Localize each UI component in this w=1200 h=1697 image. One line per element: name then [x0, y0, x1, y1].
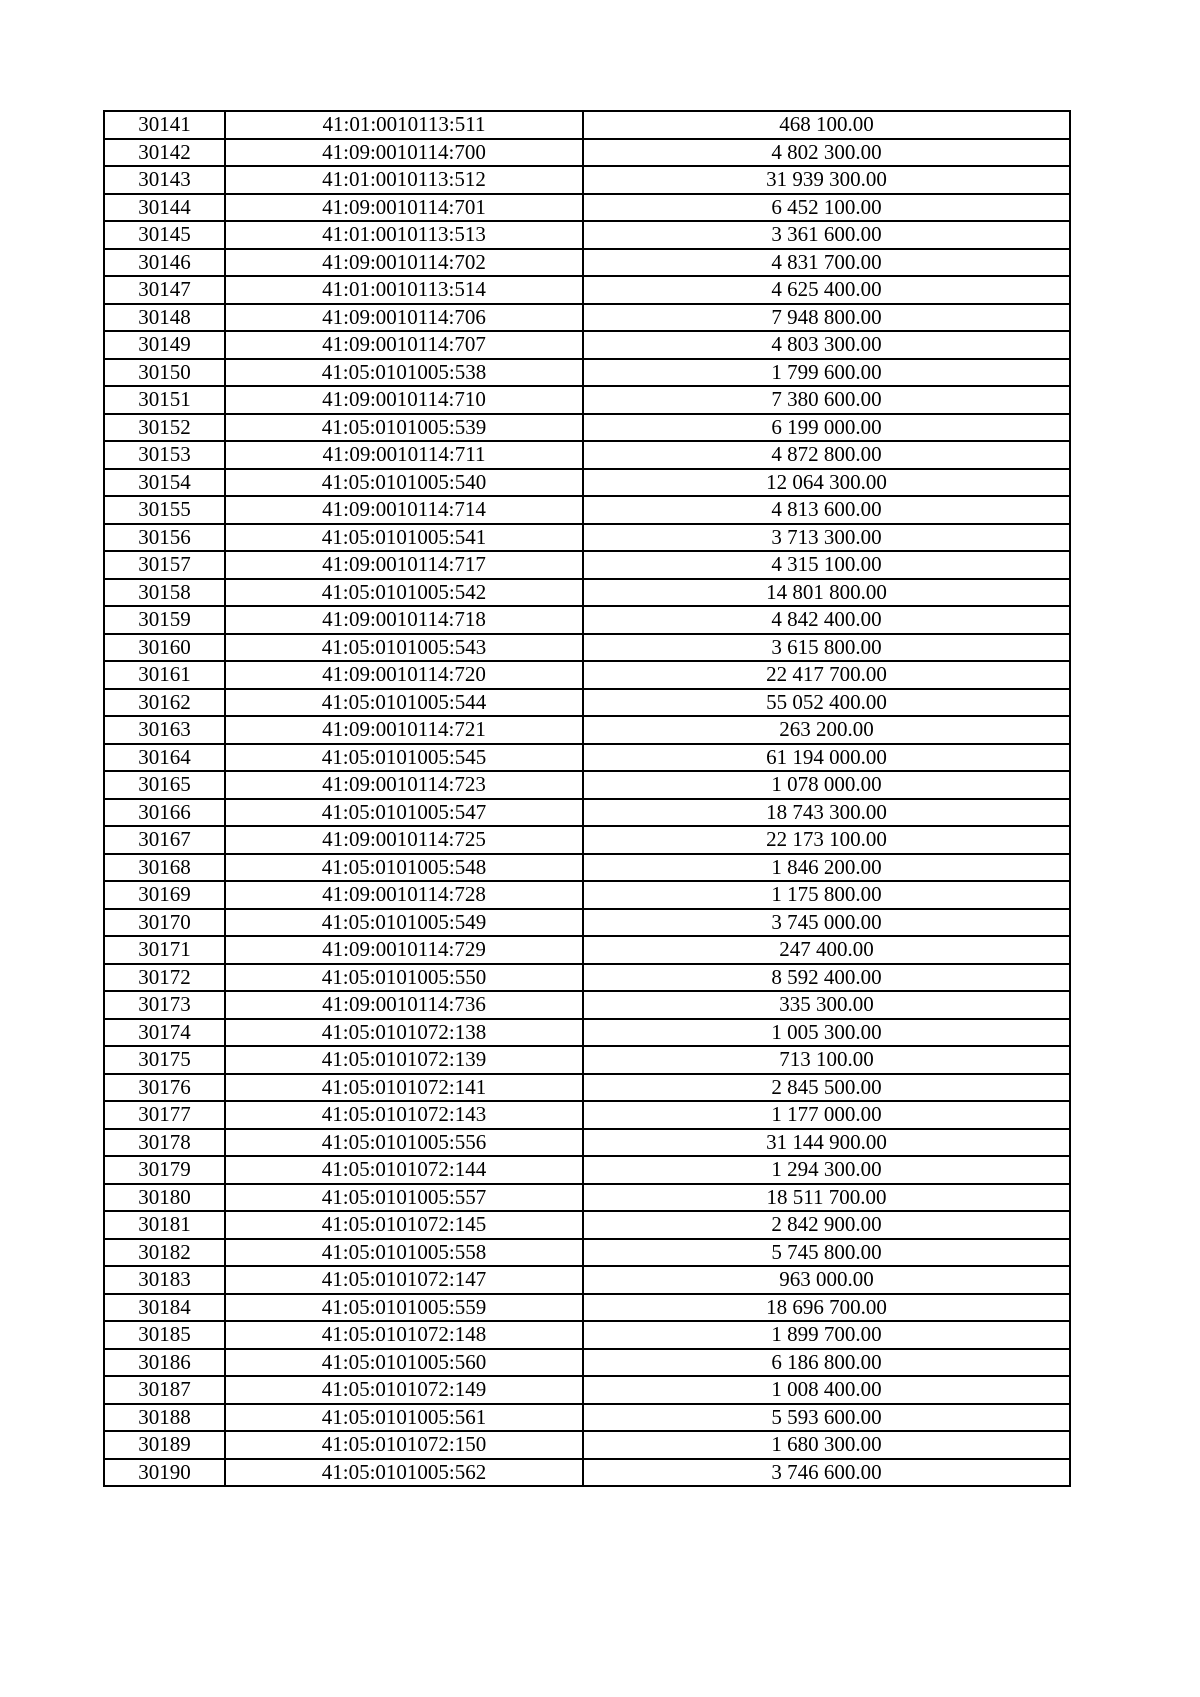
cadastral-number-cell: 41:05:0101005:543 — [225, 634, 583, 662]
row-number-cell: 30186 — [104, 1349, 225, 1377]
table-row — [104, 1101, 1070, 1129]
cadastral-value-cell: 1 680 300.00 — [583, 1431, 1070, 1459]
row-number-cell: 30165 — [104, 771, 225, 799]
table-row — [104, 469, 1070, 497]
row-number-cell: 30158 — [104, 579, 225, 607]
table-row — [104, 854, 1070, 882]
cadastral-number-cell: 41:05:0101072:138 — [225, 1019, 583, 1047]
cadastral-number-cell: 41:05:0101005:556 — [225, 1129, 583, 1157]
cadastral-number-cell: 41:05:0101072:147 — [225, 1266, 583, 1294]
table-row — [104, 579, 1070, 607]
cadastral-number-cell: 41:05:0101072:143 — [225, 1101, 583, 1129]
row-number-cell: 30166 — [104, 799, 225, 827]
table-row — [104, 166, 1070, 194]
table-row — [104, 221, 1070, 249]
cadastral-value-cell: 22 173 100.00 — [583, 826, 1070, 854]
cadastral-value-cell: 61 194 000.00 — [583, 744, 1070, 772]
row-number-cell: 30149 — [104, 331, 225, 359]
cadastral-number-cell: 41:05:0101005:538 — [225, 359, 583, 387]
table-row — [104, 551, 1070, 579]
row-number-cell: 30190 — [104, 1459, 225, 1487]
table-row — [104, 826, 1070, 854]
row-number-cell: 30144 — [104, 194, 225, 222]
cadastral-value-cell: 18 696 700.00 — [583, 1294, 1070, 1322]
row-number-cell: 30148 — [104, 304, 225, 332]
cadastral-value-table — [103, 110, 1071, 1487]
cadastral-value-cell: 18 511 700.00 — [583, 1184, 1070, 1212]
table-row — [104, 414, 1070, 442]
row-number-cell: 30183 — [104, 1266, 225, 1294]
table-row — [104, 331, 1070, 359]
cadastral-number-cell: 41:09:0010114:710 — [225, 386, 583, 414]
table-row — [104, 1239, 1070, 1267]
cadastral-number-cell: 41:05:0101072:141 — [225, 1074, 583, 1102]
cadastral-value-cell: 3 361 600.00 — [583, 221, 1070, 249]
cadastral-value-cell: 4 803 300.00 — [583, 331, 1070, 359]
cadastral-value-cell: 4 842 400.00 — [583, 606, 1070, 634]
row-number-cell: 30177 — [104, 1101, 225, 1129]
cadastral-number-cell: 41:05:0101005:548 — [225, 854, 583, 882]
cadastral-value-cell: 1 078 000.00 — [583, 771, 1070, 799]
cadastral-number-cell: 41:05:0101072:149 — [225, 1376, 583, 1404]
cadastral-value-cell: 3 615 800.00 — [583, 634, 1070, 662]
table-row — [104, 496, 1070, 524]
cadastral-number-cell: 41:05:0101005:542 — [225, 579, 583, 607]
cadastral-number-cell: 41:05:0101005:549 — [225, 909, 583, 937]
cadastral-value-cell: 3 746 600.00 — [583, 1459, 1070, 1487]
cadastral-value-cell: 4 813 600.00 — [583, 496, 1070, 524]
cadastral-value-cell: 7 948 800.00 — [583, 304, 1070, 332]
cadastral-number-cell: 41:05:0101072:148 — [225, 1321, 583, 1349]
cadastral-number-cell: 41:09:0010114:707 — [225, 331, 583, 359]
row-number-cell: 30147 — [104, 276, 225, 304]
row-number-cell: 30176 — [104, 1074, 225, 1102]
row-number-cell: 30160 — [104, 634, 225, 662]
table-row — [104, 359, 1070, 387]
cadastral-value-cell: 1 899 700.00 — [583, 1321, 1070, 1349]
cadastral-number-cell: 41:09:0010114:706 — [225, 304, 583, 332]
cadastral-value-cell: 6 199 000.00 — [583, 414, 1070, 442]
cadastral-value-cell: 4 802 300.00 — [583, 139, 1070, 167]
table-row — [104, 744, 1070, 772]
row-number-cell: 30142 — [104, 139, 225, 167]
row-number-cell: 30167 — [104, 826, 225, 854]
cadastral-number-cell: 41:09:0010114:721 — [225, 716, 583, 744]
row-number-cell: 30172 — [104, 964, 225, 992]
row-number-cell: 30155 — [104, 496, 225, 524]
cadastral-value-cell: 6 452 100.00 — [583, 194, 1070, 222]
table-row — [104, 1184, 1070, 1212]
cadastral-value-cell: 263 200.00 — [583, 716, 1070, 744]
cadastral-value-cell: 31 939 300.00 — [583, 166, 1070, 194]
table-row — [104, 276, 1070, 304]
row-number-cell: 30171 — [104, 936, 225, 964]
row-number-cell: 30151 — [104, 386, 225, 414]
table-row — [104, 1266, 1070, 1294]
table-row — [104, 1321, 1070, 1349]
table-body — [104, 111, 1070, 1486]
cadastral-value-cell: 5 745 800.00 — [583, 1239, 1070, 1267]
table-row — [104, 441, 1070, 469]
row-number-cell: 30187 — [104, 1376, 225, 1404]
cadastral-value-cell: 55 052 400.00 — [583, 689, 1070, 717]
cadastral-number-cell: 41:09:0010114:723 — [225, 771, 583, 799]
row-number-cell: 30157 — [104, 551, 225, 579]
cadastral-value-cell: 1 005 300.00 — [583, 1019, 1070, 1047]
cadastral-value-cell: 3 745 000.00 — [583, 909, 1070, 937]
table-row — [104, 909, 1070, 937]
cadastral-number-cell: 41:01:0010113:511 — [225, 111, 583, 139]
cadastral-value-cell: 1 846 200.00 — [583, 854, 1070, 882]
table-row — [104, 799, 1070, 827]
cadastral-value-cell: 4 872 800.00 — [583, 441, 1070, 469]
cadastral-value-cell: 713 100.00 — [583, 1046, 1070, 1074]
table-row — [104, 524, 1070, 552]
row-number-cell: 30181 — [104, 1211, 225, 1239]
cadastral-number-cell: 41:09:0010114:700 — [225, 139, 583, 167]
cadastral-number-cell: 41:09:0010114:714 — [225, 496, 583, 524]
row-number-cell: 30150 — [104, 359, 225, 387]
cadastral-number-cell: 41:09:0010114:701 — [225, 194, 583, 222]
row-number-cell: 30184 — [104, 1294, 225, 1322]
cadastral-value-cell: 1 008 400.00 — [583, 1376, 1070, 1404]
table-row — [104, 139, 1070, 167]
row-number-cell: 30145 — [104, 221, 225, 249]
table-row — [104, 1074, 1070, 1102]
cadastral-number-cell: 41:05:0101005:559 — [225, 1294, 583, 1322]
row-number-cell: 30146 — [104, 249, 225, 277]
row-number-cell: 30189 — [104, 1431, 225, 1459]
cadastral-number-cell: 41:05:0101072:145 — [225, 1211, 583, 1239]
row-number-cell: 30154 — [104, 469, 225, 497]
cadastral-value-cell: 2 842 900.00 — [583, 1211, 1070, 1239]
cadastral-number-cell: 41:09:0010114:729 — [225, 936, 583, 964]
cadastral-value-cell: 31 144 900.00 — [583, 1129, 1070, 1157]
cadastral-number-cell: 41:05:0101005:547 — [225, 799, 583, 827]
cadastral-value-cell: 468 100.00 — [583, 111, 1070, 139]
cadastral-number-cell: 41:09:0010114:718 — [225, 606, 583, 634]
table-row — [104, 1156, 1070, 1184]
cadastral-number-cell: 41:05:0101005:545 — [225, 744, 583, 772]
table-row — [104, 194, 1070, 222]
table-row — [104, 1019, 1070, 1047]
table-row — [104, 1431, 1070, 1459]
cadastral-value-cell: 1 799 600.00 — [583, 359, 1070, 387]
cadastral-number-cell: 41:05:0101005:540 — [225, 469, 583, 497]
row-number-cell: 30185 — [104, 1321, 225, 1349]
table-row — [104, 1349, 1070, 1377]
cadastral-value-cell: 3 713 300.00 — [583, 524, 1070, 552]
cadastral-number-cell: 41:09:0010114:717 — [225, 551, 583, 579]
table-row — [104, 771, 1070, 799]
row-number-cell: 30156 — [104, 524, 225, 552]
row-number-cell: 30175 — [104, 1046, 225, 1074]
table-row — [104, 606, 1070, 634]
cadastral-value-cell: 335 300.00 — [583, 991, 1070, 1019]
table-row — [104, 964, 1070, 992]
row-number-cell: 30163 — [104, 716, 225, 744]
cadastral-number-cell: 41:01:0010113:513 — [225, 221, 583, 249]
cadastral-number-cell: 41:09:0010114:702 — [225, 249, 583, 277]
row-number-cell: 30180 — [104, 1184, 225, 1212]
cadastral-value-cell: 1 294 300.00 — [583, 1156, 1070, 1184]
cadastral-number-cell: 41:09:0010114:711 — [225, 441, 583, 469]
cadastral-number-cell: 41:05:0101005:539 — [225, 414, 583, 442]
row-number-cell: 30159 — [104, 606, 225, 634]
cadastral-value-cell: 4 315 100.00 — [583, 551, 1070, 579]
row-number-cell: 30178 — [104, 1129, 225, 1157]
cadastral-number-cell: 41:05:0101005:562 — [225, 1459, 583, 1487]
table-row — [104, 661, 1070, 689]
table-row — [104, 1459, 1070, 1487]
cadastral-number-cell: 41:05:0101005:561 — [225, 1404, 583, 1432]
cadastral-value-cell: 1 175 800.00 — [583, 881, 1070, 909]
cadastral-value-cell: 14 801 800.00 — [583, 579, 1070, 607]
row-number-cell: 30173 — [104, 991, 225, 1019]
cadastral-value-cell: 1 177 000.00 — [583, 1101, 1070, 1129]
table-row — [104, 1046, 1070, 1074]
table-row — [104, 881, 1070, 909]
cadastral-value-cell: 8 592 400.00 — [583, 964, 1070, 992]
cadastral-number-cell: 41:05:0101005:557 — [225, 1184, 583, 1212]
cadastral-number-cell: 41:05:0101005:558 — [225, 1239, 583, 1267]
row-number-cell: 30153 — [104, 441, 225, 469]
table-row — [104, 936, 1070, 964]
row-number-cell: 30162 — [104, 689, 225, 717]
cadastral-number-cell: 41:05:0101072:139 — [225, 1046, 583, 1074]
row-number-cell: 30161 — [104, 661, 225, 689]
cadastral-number-cell: 41:09:0010114:720 — [225, 661, 583, 689]
row-number-cell: 30164 — [104, 744, 225, 772]
cadastral-number-cell: 41:05:0101005:550 — [225, 964, 583, 992]
table-row — [104, 1211, 1070, 1239]
table-row — [104, 1376, 1070, 1404]
table-row — [104, 716, 1070, 744]
cadastral-number-cell: 41:09:0010114:736 — [225, 991, 583, 1019]
cadastral-number-cell: 41:01:0010113:512 — [225, 166, 583, 194]
cadastral-number-cell: 41:05:0101005:544 — [225, 689, 583, 717]
cadastral-value-cell: 963 000.00 — [583, 1266, 1070, 1294]
row-number-cell: 30182 — [104, 1239, 225, 1267]
table-row — [104, 249, 1070, 277]
cadastral-value-cell: 7 380 600.00 — [583, 386, 1070, 414]
row-number-cell: 30169 — [104, 881, 225, 909]
table-row — [104, 304, 1070, 332]
table-row — [104, 634, 1070, 662]
cadastral-value-cell: 6 186 800.00 — [583, 1349, 1070, 1377]
cadastral-number-cell: 41:01:0010113:514 — [225, 276, 583, 304]
table-row — [104, 1129, 1070, 1157]
row-number-cell: 30174 — [104, 1019, 225, 1047]
cadastral-value-cell: 5 593 600.00 — [583, 1404, 1070, 1432]
cadastral-number-cell: 41:05:0101005:560 — [225, 1349, 583, 1377]
table-row — [104, 386, 1070, 414]
row-number-cell: 30170 — [104, 909, 225, 937]
cadastral-number-cell: 41:09:0010114:728 — [225, 881, 583, 909]
row-number-cell: 30188 — [104, 1404, 225, 1432]
row-number-cell: 30152 — [104, 414, 225, 442]
table-row — [104, 689, 1070, 717]
table-row — [104, 1294, 1070, 1322]
table-row — [104, 991, 1070, 1019]
row-number-cell: 30179 — [104, 1156, 225, 1184]
cadastral-value-cell: 18 743 300.00 — [583, 799, 1070, 827]
cadastral-number-cell: 41:05:0101005:541 — [225, 524, 583, 552]
row-number-cell: 30168 — [104, 854, 225, 882]
cadastral-number-cell: 41:05:0101072:144 — [225, 1156, 583, 1184]
row-number-cell: 30141 — [104, 111, 225, 139]
cadastral-value-cell: 247 400.00 — [583, 936, 1070, 964]
cadastral-value-cell: 2 845 500.00 — [583, 1074, 1070, 1102]
cadastral-value-cell: 22 417 700.00 — [583, 661, 1070, 689]
cadastral-value-cell: 4 831 700.00 — [583, 249, 1070, 277]
row-number-cell: 30143 — [104, 166, 225, 194]
table-row — [104, 111, 1070, 139]
cadastral-number-cell: 41:09:0010114:725 — [225, 826, 583, 854]
cadastral-number-cell: 41:05:0101072:150 — [225, 1431, 583, 1459]
table-row — [104, 1404, 1070, 1432]
cadastral-value-cell: 12 064 300.00 — [583, 469, 1070, 497]
cadastral-value-cell: 4 625 400.00 — [583, 276, 1070, 304]
